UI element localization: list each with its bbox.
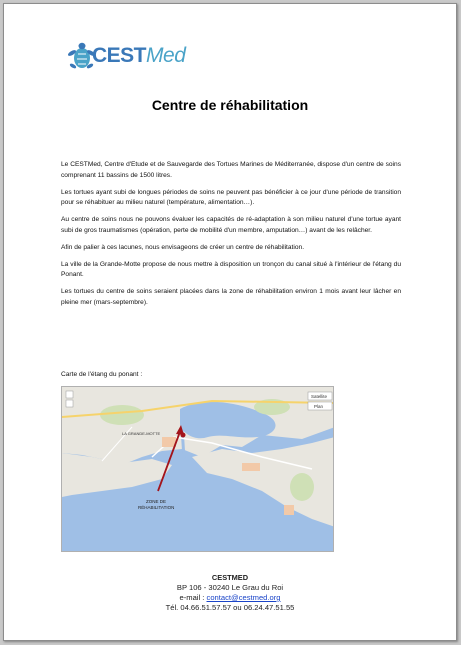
map-image <box>61 386 334 552</box>
footer-organization: CESTMED <box>211 573 249 582</box>
footer-address: BP 106 - 30240 Le Grau du Roi <box>176 583 284 592</box>
page-title: Centre de réhabilitation <box>151 97 309 113</box>
cestmed-logo <box>68 40 186 74</box>
footer-phone: Tél. 04.66.51.57.57 ou 06.24.47.51.55 <box>165 603 295 612</box>
paragraph: Les tortues ayant subi de longues périodes de soins ne peuvent pas bénéficier à ce jour d'une période de transition pour se réhabituer au milieu naturel (température, alimentation…). <box>61 188 401 206</box>
body-text <box>61 160 401 315</box>
document-page <box>3 3 457 641</box>
plan-toggle-label: Plan <box>314 404 324 409</box>
logo-wordmark <box>92 44 185 68</box>
logo-text-med: Med <box>146 44 186 67</box>
map-caption: Carte de l'étang du ponant : <box>61 371 143 378</box>
paragraph: Les tortues du centre de soins seraient placées dans la zone de réhabilitation environ 1 mois avant leur lâcher en pleine mer (mars-septembre). <box>61 288 401 306</box>
turtle-logo-icon <box>68 42 94 72</box>
footer-email-line <box>4 593 456 602</box>
paragraph: Au centre de soins nous ne pouvons évaluer les capacités de ré-adaptation à son milieu naturel d'une tortue ayant subi de gros traumatismes (opération, perte de mobilité d'un membre, amputation…) avant de les relâcher. <box>61 216 401 234</box>
logo-text-cest: CEST <box>92 44 147 67</box>
email-link[interactable]: contact@cestmed.org <box>206 593 281 602</box>
zone-label-line-2: RÉHABILITATION <box>138 505 175 510</box>
paragraph: Le CESTMed, Centre d'Etude et de Sauvegarde des Tortues Marines de Méditerranée, dispose d'un centre de soins comprenant 11 bassins de 1500 litres. <box>61 161 401 179</box>
satellite-toggle-label: Satellite <box>311 394 328 399</box>
zone-label-line-1: ZONE DE <box>146 499 167 504</box>
paragraph: La ville de la Grande-Motte propose de nous mettre à disposition un tronçon du canal situé à l'intérieur de l'étang du Ponant. <box>61 260 401 278</box>
zoom-out-icon <box>66 400 73 407</box>
etang-du-ponant-map <box>62 387 334 552</box>
paragraph: Afin de palier à ces lacunes, nous envisageons de créer un centre de réhabilitation. <box>61 243 305 251</box>
zoom-in-icon <box>66 391 73 398</box>
town-label: LA GRANDE-MOTTE <box>122 431 161 436</box>
footer-email-prefix: e-mail : <box>179 593 207 602</box>
